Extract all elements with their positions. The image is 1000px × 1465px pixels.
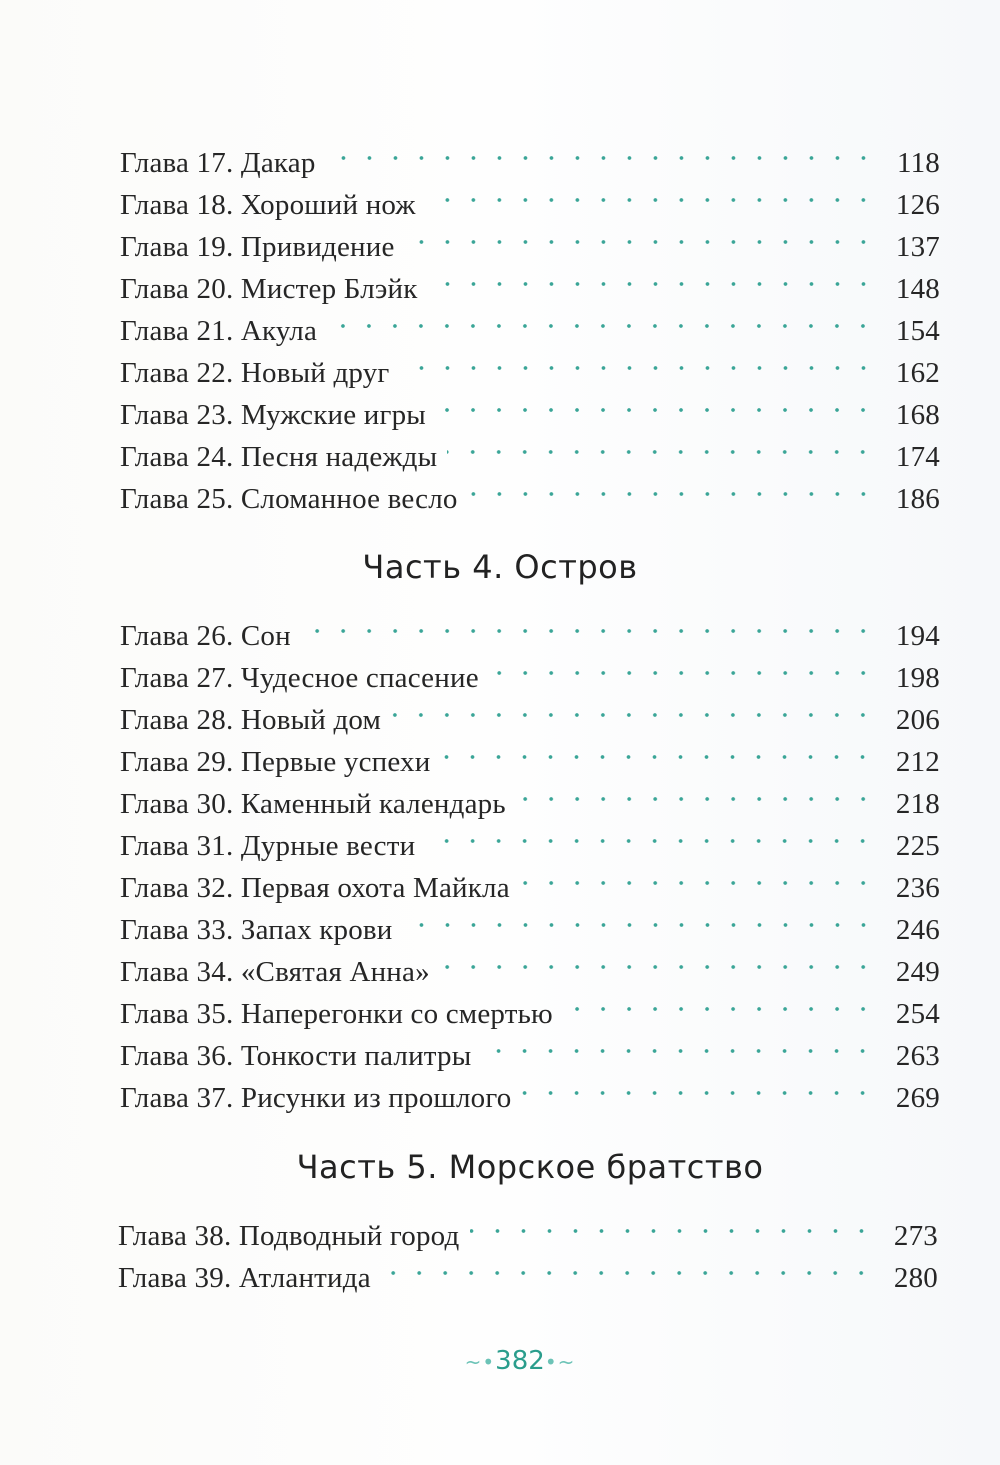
chapter-title: Глава 38. Подводный город — [118, 1220, 460, 1252]
chapter-title: Глава 33. Запах крови — [120, 914, 393, 946]
dot-leader — [440, 729, 876, 771]
chapter-title: Глава 28. Новый дом — [120, 704, 382, 736]
chapter-page-number: 186 — [895, 483, 940, 515]
chapter-page-number: 198 — [895, 662, 940, 694]
chapter-title: Глава 24. Песня надежды — [120, 441, 438, 473]
dot-leader — [516, 771, 876, 813]
dot-leader — [391, 687, 876, 729]
dot-leader — [436, 382, 876, 424]
chapter-title: Глава 21. Акула — [120, 315, 318, 347]
chapter-title: Глава 34. «Святая Анна» — [120, 956, 430, 988]
dot-leader — [301, 603, 876, 645]
chapter-page-number: 263 — [895, 1040, 940, 1072]
dot-leader — [425, 813, 876, 855]
chapter-title: Глава 20. Мистер Блэйк — [120, 273, 418, 305]
dot-leader — [428, 256, 876, 298]
chapter-page-number: 137 — [895, 231, 940, 263]
dot-leader — [489, 645, 876, 687]
chapter-title: Глава 26. Сон — [120, 620, 291, 652]
chapter-page-number: 269 — [895, 1082, 940, 1114]
chapter-page-number: 236 — [895, 872, 940, 904]
chapter-title: Глава 23. Мужские игры — [120, 399, 426, 431]
chapter-title: Глава 35. Наперегонки со смертью — [120, 998, 553, 1030]
dot-leader — [403, 897, 876, 939]
chapter-title: Глава 25. Сломанное весло — [120, 483, 458, 515]
chapter-title: Глава 37. Рисунки из прошлого — [120, 1082, 512, 1114]
chapter-page-number: 206 — [895, 704, 940, 736]
chapter-title: Глава 39. Атлантида — [118, 1262, 371, 1294]
chapter-page-number: 218 — [895, 788, 940, 820]
part-heading: Часть 5. Морское братство — [296, 1148, 764, 1186]
toc-entry[interactable] — [120, 603, 940, 652]
dot-leader — [470, 1203, 874, 1245]
chapter-title: Глава 32. Первая охота Майкла — [120, 872, 510, 904]
toc-entry[interactable] — [118, 1203, 938, 1252]
ornament-left-icon: ~• — [464, 1350, 496, 1374]
toc-section-part5 — [118, 1203, 938, 1294]
ornament-right-icon: •~ — [544, 1350, 576, 1374]
chapter-page-number: 212 — [895, 746, 940, 778]
chapter-title: Глава 17. Дакар — [120, 147, 316, 179]
chapter-page-number: 126 — [895, 189, 940, 221]
chapter-title: Глава 19. Привидение — [120, 231, 395, 263]
chapter-title: Глава 31. Дурные вести — [120, 830, 416, 862]
dot-leader — [381, 1245, 874, 1287]
dot-leader — [481, 1023, 876, 1065]
chapter-page-number: 118 — [896, 147, 940, 179]
chapter-title: Глава 30. Каменный календарь — [120, 788, 506, 820]
chapter-title: Глава 36. Тонкости палитры — [120, 1040, 472, 1072]
chapter-page-number: 280 — [893, 1262, 938, 1294]
chapter-title: Глава 27. Чудесное спасение — [120, 662, 479, 694]
dot-leader — [426, 172, 876, 214]
toc-section-part3-continued — [120, 130, 940, 515]
dot-leader — [447, 424, 876, 466]
chapter-page-number: 254 — [895, 998, 940, 1030]
chapter-page-number: 246 — [895, 914, 940, 946]
chapter-page-number: 174 — [895, 441, 940, 473]
chapter-page-number: 273 — [893, 1220, 938, 1252]
chapter-page-number: 162 — [895, 357, 940, 389]
toc-entry[interactable] — [120, 130, 940, 179]
toc-section-part4 — [120, 603, 940, 1114]
page-folio — [0, 1346, 1000, 1376]
part-heading: Часть 4. Остров — [362, 548, 638, 586]
dot-leader — [468, 466, 876, 508]
dot-leader — [521, 1065, 876, 1107]
chapter-page-number: 225 — [895, 830, 940, 862]
dot-leader — [520, 855, 876, 897]
page-number: 382 — [495, 1346, 545, 1376]
chapter-page-number: 148 — [895, 273, 940, 305]
dot-leader — [326, 130, 876, 172]
chapter-page-number: 249 — [895, 956, 940, 988]
chapter-title: Глава 18. Хороший нож — [120, 189, 416, 221]
dot-leader — [405, 214, 876, 256]
chapter-page-number: 168 — [895, 399, 940, 431]
chapter-title: Глава 29. Первые успехи — [120, 746, 431, 778]
chapter-page-number: 154 — [895, 315, 940, 347]
chapter-page-number: 194 — [895, 620, 940, 652]
chapter-title: Глава 22. Новый друг — [120, 357, 390, 389]
dot-leader — [400, 340, 876, 382]
dot-leader — [440, 939, 876, 981]
dot-leader — [563, 981, 876, 1023]
dot-leader — [327, 298, 876, 340]
